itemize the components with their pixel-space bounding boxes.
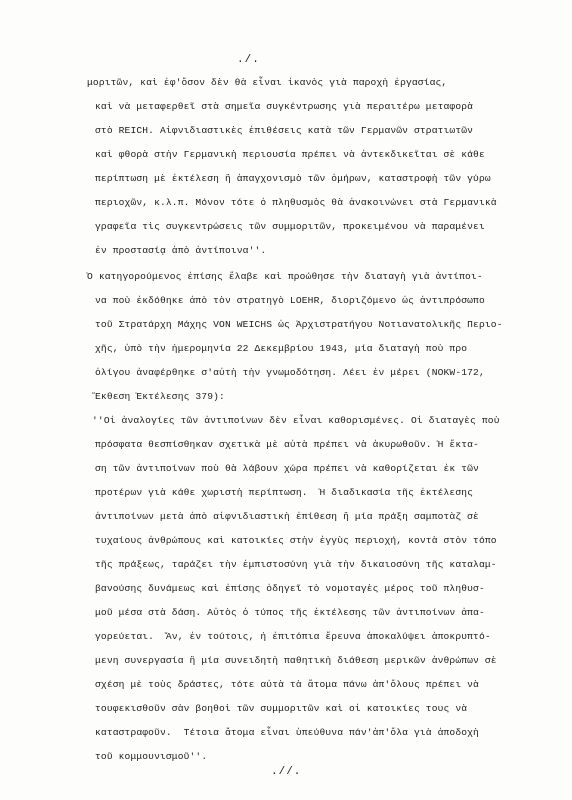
text-line: περιοχῶν, κ.λ.π. Μόνον τότε ὁ πληθυσμὸς θὰ ἀνακοινώνει στὰ Γερμανικὰ xyxy=(95,197,497,208)
text-line: τῆς πράξεως, ταράζει τὴν ἐμπιστοσύνη γιὰ τὴν δικαιοσύνη τῆς καταλαμ- xyxy=(95,559,497,570)
page-continuation-marker: ./. xyxy=(237,54,260,66)
text-line: ἀντιποίνων μετὰ ἀπὸ αἰφνιδιαστικὴ ἐπίθεση ἢ μία πράξη σαμποτὰζ σὲ xyxy=(95,511,479,522)
text-line: Ἔκθεση Ἐκτέλεσης 379): xyxy=(95,391,225,402)
text-line: καὶ νὰ μεταφερθεῖ στὰ σημεῖα συγκέντρωσης γιὰ περαιτέρω μεταφορὰ xyxy=(95,101,474,112)
text-line: ἐν προστασίᾳ ἀπὸ ἀντίποινα''. xyxy=(95,245,267,256)
text-line: γραφεῖα τὶς συγκεντρώσεις τῶν συμμοριτῶν, προκειμένου νὰ παραμένει xyxy=(95,221,485,232)
text-line: ὀλίγου ἀναφέρθηκε σ'αὐτὴ τὴν γνωμοδότηση. Λέει ἐν μέρει (NOKW-172, xyxy=(95,367,485,378)
text-line: μενη συνεργασία ἢ μία συνειδητὴ παθητικὴ διάθεση μερικῶν ἀνθρώπων σὲ xyxy=(95,655,497,666)
text-line: μοριτῶν, καὶ ἐφ'ὅσον δὲν θὰ εἶναι ἱκανὸς γιὰ παροχὴ ἐργασίας, xyxy=(87,77,448,88)
text-line: ''Οἱ ἀναλογίες τῶν ἀντιποίνων δὲν εἶναι καθορισμένες. Οἱ διαταγὲς ποὺ xyxy=(92,415,500,426)
text-line: καταστραφοῦν. Τέτοια ἄτομα εἶναι ὑπεύθυνα πάν'ἀπ'ὅλα γιὰ ἀποδοχὴ xyxy=(95,727,479,738)
text-line: Ὁ κατηγορούμενος ἐπίσης ἔλαβε καὶ προώθησε τὴν διαταγὴ γιὰ ἀντίποι- xyxy=(87,271,483,282)
text-line: στὸ REICH. Αἰφνιδιαστικὲς ἐπιθέσεις κατὰ τῶν Γερμανῶν στρατιωτῶν xyxy=(95,125,474,136)
text-line: τυχαίους ἀνθρώπους καὶ κατοικίες στὴν ἐγγὺς περιοχή, κοντὰ στὸν τόπο xyxy=(95,535,497,546)
text-line: σχέση μὲ τοὺς δράστες, τότε αὐτὰ τὰ ἄτομα πάνω ἀπ'ὅλους πρέπει νὰ xyxy=(95,679,479,690)
text-line: τοῦ Στρατάρχη Μάχης VON WEICHS ὡς Ἀρχιστρατήγου Νοτιανατολικῆς Περιο- xyxy=(95,319,503,330)
text-line: να ποὺ ἐκδόθηκε ἀπὸ τὸν στρατηγὸ LOEHR, διοριζόμενο ὡς ἀντιπρόσωπο xyxy=(95,295,485,306)
text-line: τουφεκισθοῦν σὰν βοηθοὶ τῶν συμμοριτῶν καὶ οἱ κατοικίες τους νὰ xyxy=(95,703,468,714)
text-line: χῆς, ὑπὸ τὴν ἡμερομηνία 22 Δεκεμβρίου 1943, μία διαταγὴ ποὺ προ xyxy=(95,343,468,354)
text-line: περίπτωση μὲ ἐκτέλεση ἢ ἀπαγχονισμὸ τῶν ὁμήρων, καταστροφὴ τῶν γύρω xyxy=(95,173,491,184)
text-line: γορεύεται. Ἄν, ἐν τούτοις, ἡ ἐπιτόπια ἔρευνα ἀποκαλύψει ἀποκρυπτό- xyxy=(95,631,491,642)
text-line: μοῦ μέσα στὰ δάση. Αὐτὸς ὁ τύπος τῆς ἐκτέλεσης τῶν ἀντιποίνων ἀπα- xyxy=(95,607,485,618)
text-line: πρόσφατα θεσπίσθηκαν σχετικὰ μὲ αὐτὰ πρέπει νὰ ἀκυρωθοῦν. Ἡ ἔκτα- xyxy=(95,439,479,450)
text-line: καὶ φθορὰ στὴν Γερμανικὴ περιουσία πρέπει νὰ ἀντεκδικεῖται σὲ κάθε xyxy=(95,149,485,160)
text-line: προτέρων γιὰ κάθε χωριστὴ περίπτωση. Ἡ διαδικασία τῆς ἐκτέλεσης xyxy=(95,487,474,498)
page-continuation-marker-footer: .//. xyxy=(271,766,302,778)
text-line: βανούσης δυνάμεως καὶ ἐπίσης ὁδηγεῖ τὸ νομοταγὲς μέρος τοῦ πληθυσ- xyxy=(95,583,485,594)
text-line: τοῦ κομμουνισμοῦ''. xyxy=(95,751,208,762)
text-line: ση τῶν ἀντιποίνων ποὺ θὰ λάβουν χώρα πρέπει νὰ καθορίζεται ἐκ τῶν xyxy=(95,463,479,474)
